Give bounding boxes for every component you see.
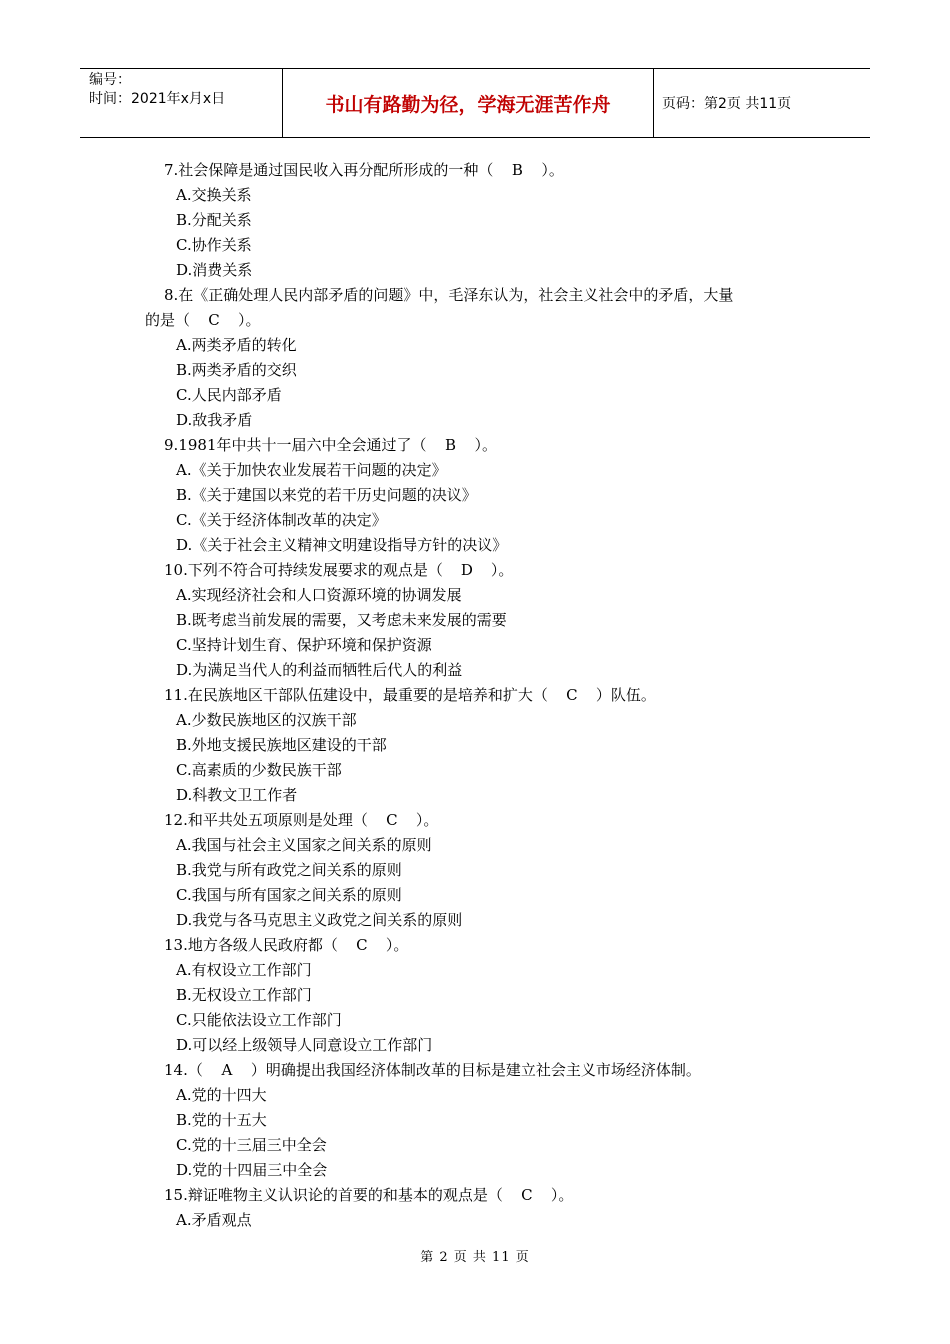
answer-option: A.交换关系 <box>176 186 252 204</box>
answer-option: C.《关于经济体制改革的决定》 <box>176 511 387 529</box>
answer-key: B <box>511 161 523 179</box>
question-text-tail: ）。 <box>415 811 439 829</box>
answer-key: C <box>521 1186 533 1204</box>
answer-option: C.我国与所有国家之间关系的原则 <box>176 886 402 904</box>
answer-key: B <box>444 436 457 454</box>
document-number-label: 编号： <box>89 72 131 88</box>
question-stem <box>0 433 950 458</box>
header-page-label: 页码：第2页 共11页 <box>662 96 792 112</box>
answer-option: A.有权设立工作部门 <box>176 961 312 979</box>
question-text: 9.1981年中共十一届六中全会通过了（ <box>164 436 427 454</box>
answer-option: C.人民内部矛盾 <box>176 386 282 404</box>
answer-option: D.《关于社会主义精神文明建设指导方针的决议》 <box>176 536 508 554</box>
question-text: 14.（ <box>164 1061 203 1079</box>
header-meta <box>80 69 282 137</box>
question-stem <box>0 933 950 958</box>
answer-option: D.为满足当代人的利益而牺牲后代人的利益 <box>176 661 463 679</box>
answer-option: C.高素质的少数民族干部 <box>176 761 342 779</box>
header-motto: 书山有路勤为径，学海无涯苦作舟 <box>282 69 654 137</box>
question-text-tail: ）。 <box>474 436 498 454</box>
question-text: 15.辩证唯物主义认识论的首要的和基本的观点是（ <box>164 1186 503 1204</box>
answer-key: C <box>386 811 398 829</box>
answer-option: B.分配关系 <box>176 211 252 229</box>
answer-option: B.党的十五大 <box>176 1111 267 1129</box>
answer-option: B.《关于建国以来党的若干历史问题的决议》 <box>176 486 477 504</box>
answer-option: D.消费关系 <box>176 261 253 279</box>
answer-key: C <box>566 686 578 704</box>
question-list <box>0 158 950 1233</box>
answer-option: D.可以经上级领导人同意设立工作部门 <box>176 1036 433 1054</box>
question-text: 8.在《正确处理人民内部矛盾的问题》中，毛泽东认为，社会主义社会中的矛盾，大量 <box>164 286 734 304</box>
question-stem <box>0 1183 950 1208</box>
answer-option: A.两类矛盾的转化 <box>176 336 297 354</box>
question-text-tail: ）。 <box>541 161 564 179</box>
answer-option: B.无权设立工作部门 <box>176 986 312 1004</box>
question-text: 12.和平共处五项原则是处理（ <box>164 811 368 829</box>
answer-option: B.两类矛盾的交织 <box>176 361 297 379</box>
question-text-tail: ）。 <box>385 936 409 954</box>
question-text-continued: 的是（ <box>145 311 191 329</box>
answer-option: B.外地支援民族地区建设的干部 <box>176 736 387 754</box>
question-stem <box>0 558 950 583</box>
answer-option: D.党的十四届三中全会 <box>176 1161 328 1179</box>
answer-key: D <box>460 561 473 579</box>
page-footer: 第 2 页 共 11 页 <box>420 1250 530 1265</box>
answer-option: D.我党与各马克思主义政党之间关系的原则 <box>176 911 463 929</box>
answer-option: A.矛盾观点 <box>176 1211 252 1229</box>
answer-option: A.少数民族地区的汉族干部 <box>176 711 357 729</box>
answer-option: B.既考虑当前发展的需要，又考虑未来发展的需要 <box>176 611 507 629</box>
answer-option: A.党的十四大 <box>176 1086 267 1104</box>
question-stem <box>0 158 950 183</box>
question-stem <box>0 683 950 708</box>
question-text: 11.在民族地区干部队伍建设中，最重要的是培养和扩大（ <box>164 686 548 704</box>
question-text: 13.地方各级人民政府都（ <box>164 936 338 954</box>
page-header <box>80 68 870 138</box>
answer-option: C.协作关系 <box>176 236 252 254</box>
question-text-tail: ）。 <box>490 561 514 579</box>
answer-option: A.实现经济社会和人口资源环境的协调发展 <box>176 586 462 604</box>
answer-option: C.只能依法设立工作部门 <box>176 1011 342 1029</box>
answer-option: A.我国与社会主义国家之间关系的原则 <box>176 836 432 854</box>
answer-option: D.科教文卫工作者 <box>176 786 298 804</box>
question-text-tail: ）。 <box>550 1186 574 1204</box>
question-text: 7.社会保障是通过国民收入再分配所形成的一种（ <box>164 161 494 179</box>
question-text: 10.下列不符合可持续发展要求的观点是（ <box>164 561 443 579</box>
answer-option: D.敌我矛盾 <box>176 411 253 429</box>
answer-option: B.我党与所有政党之间关系的原则 <box>176 861 402 879</box>
answer-key: C <box>356 936 368 954</box>
question-stem <box>0 808 950 833</box>
question-text-tail: ）。 <box>238 311 261 329</box>
question-stem-continued <box>0 308 950 333</box>
answer-key: C <box>208 311 220 329</box>
question-stem <box>0 1058 950 1083</box>
answer-key: A <box>221 1061 233 1079</box>
answer-option: A.《关于加快农业发展若干问题的决定》 <box>176 461 447 479</box>
question-text-tail: ）队伍。 <box>595 686 656 704</box>
answer-option: C.坚持计划生育、保护环境和保护资源 <box>176 636 432 654</box>
document-time-label: 时间：2021年x月x日 <box>89 91 226 107</box>
question-text-tail: ）明确提出我国经济体制改革的目标是建立社会主义市场经济体制。 <box>250 1061 701 1079</box>
answer-option: C.党的十三届三中全会 <box>176 1136 327 1154</box>
question-stem <box>0 283 950 308</box>
